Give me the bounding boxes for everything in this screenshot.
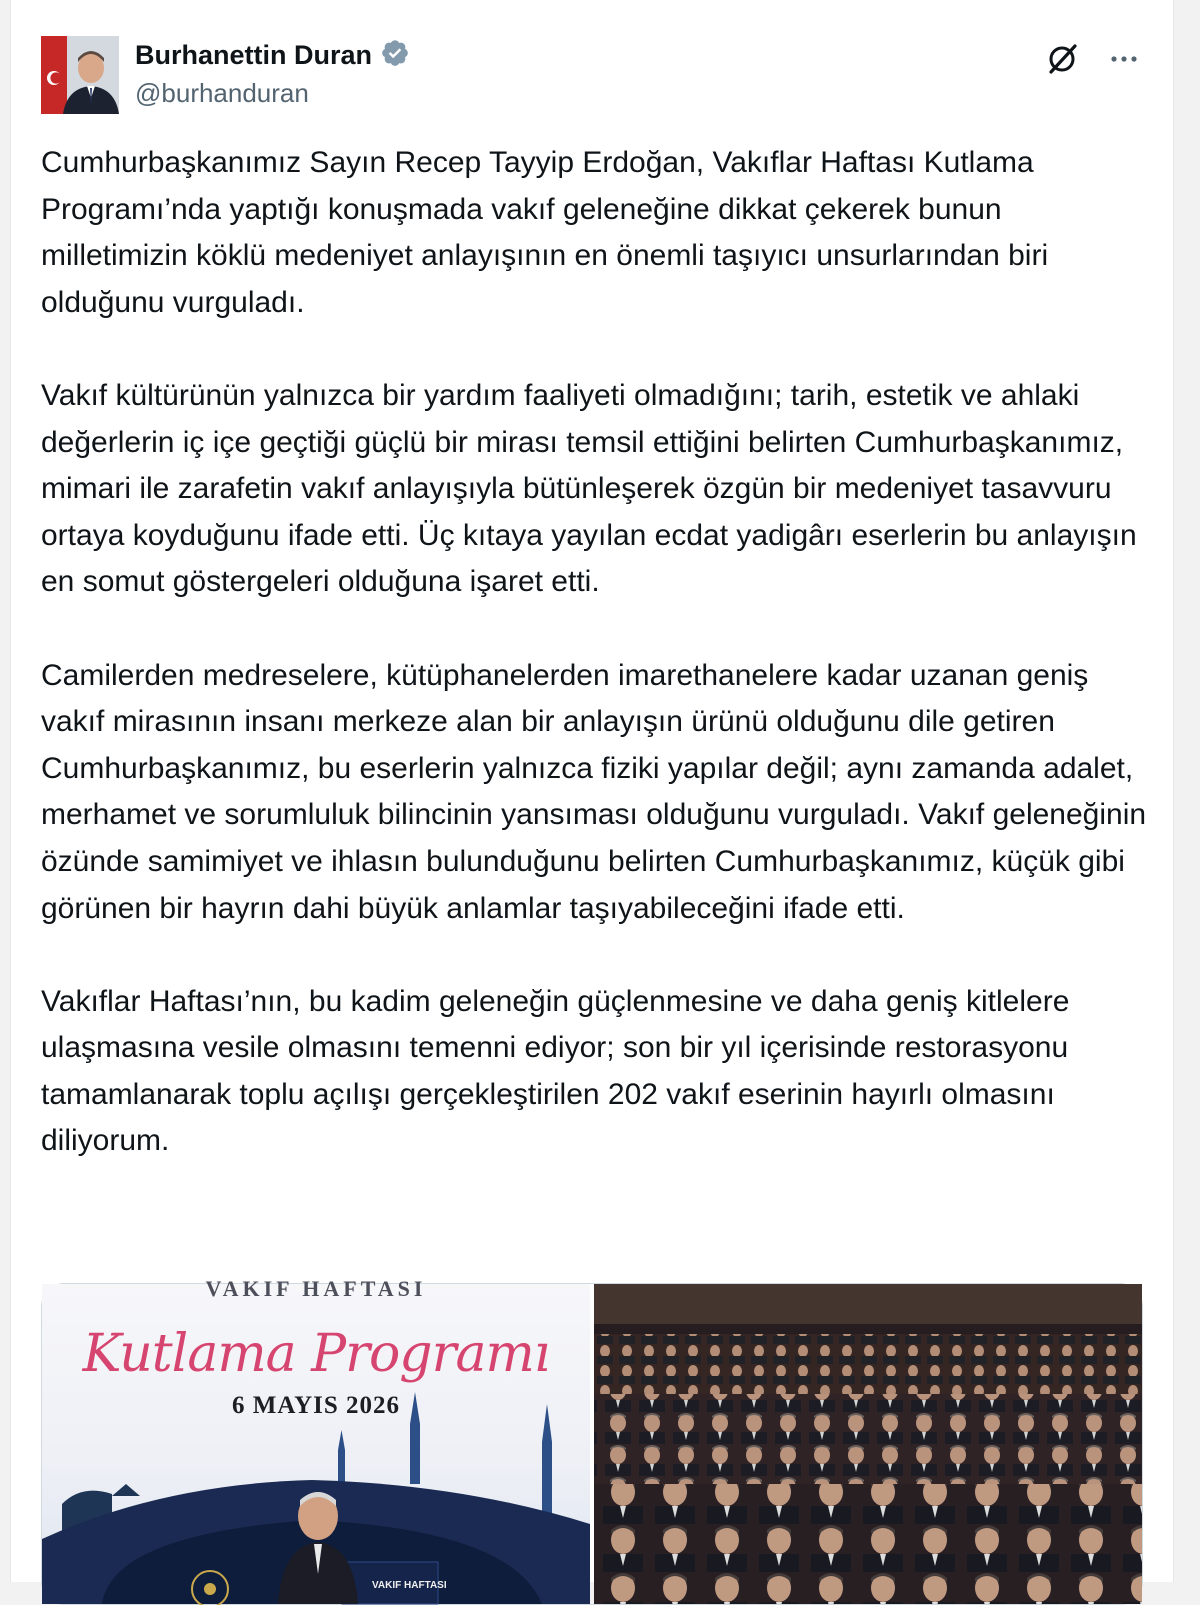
tweet-card <box>10 0 1174 1591</box>
tweet-media <box>41 1276 1143 1605</box>
audience-scene <box>594 1284 1142 1604</box>
author-name-row <box>135 38 410 73</box>
tweet-paragraph-3: Camilerden medreselere, kütüphanelerden imarethanelere kadar uzanan geniş vakıf mirasının insanı merkeze alan bir anlayışın ürünü olduğunu dile getiren Cumhurbaşkanımız, bu eserlerin yalnızca fiziki yapılar değil; aynı zamanda adalet, merhamet ve sorumluluk bilincinin yansıması olduğunu vurguladı. Vakıf geleneğinin özünde samimiyet ve ihlasın bulunduğunu belirten Cumhurbaşkanımız, küçük gibi görünen bir hayrın dahi büyük anlamlar taşıyabileceğini ifade etti. <box>41 658 1147 925</box>
tweet-paragraph-1: Cumhurbaşkanımız Sayın Recep Tayyip Erdoğan, Vakıflar Haftası Kutlama Programı’nda yaptığı konuşmada vakıf geleneğine dikkat çekerek bunun milletimizin köklü medeniyet anlayışının en önemli taşıyıcı unsurlarından biri olduğunu vurguladı. <box>41 146 1049 319</box>
author-name[interactable]: Burhanettin Duran <box>135 40 373 70</box>
stage-scene <box>42 1284 590 1604</box>
verified-badge-icon <box>380 38 410 73</box>
program-title: Kutlama Programı <box>82 1324 550 1384</box>
avatar[interactable] <box>41 36 119 114</box>
grok-icon[interactable] <box>1043 40 1081 78</box>
banner-top-text: VAKIF HAFTASI <box>205 1276 427 1301</box>
media-image-audience[interactable] <box>594 1284 1142 1604</box>
tweet-paragraph-2: Vakıf kültürünün yalnızca bir yardım faaliyeti olmadığını; tarih, estetik ve ahlaki değerlerin iç içe geçtiği güçlü bir mirası temsil ettiğini belirten Cumhurbaşkanımız, mimari ile zarafetin vakıf anlayışıyla bütünleşerek özgün bir medeniyet tasavvuru ortaya koyduğunu ifade etti. Üç kıtaya yayılan ecdat yadigârı eserlerin bu anlayışın en somut göstergeleri olduğuna işaret etti. <box>41 378 1137 599</box>
header-actions <box>1043 40 1143 78</box>
media-image-program[interactable] <box>42 1276 590 1604</box>
tweet-paragraph-4: Vakıflar Haftası’nın, bu kadim geleneğin güçlenmesine ve daha geniş kitlelere ulaşmasına vesile olmasını temenni ediyor; son bir yıl içerisinde restorasyonu tamamlanarak toplu açılışı gerçekleştirilen 202 vakıf eserinin hayırlı olmasını diliyorum. <box>41 984 1070 1158</box>
program-date: 6 MAYIS 2026 <box>231 1392 401 1419</box>
author-handle[interactable]: @burhanduran <box>135 78 309 108</box>
more-icon[interactable] <box>1105 40 1143 78</box>
tweet-text <box>41 140 1151 1212</box>
tweet-header <box>41 36 1143 116</box>
podium-label: VAKIF HAFTASI <box>372 1580 447 1591</box>
